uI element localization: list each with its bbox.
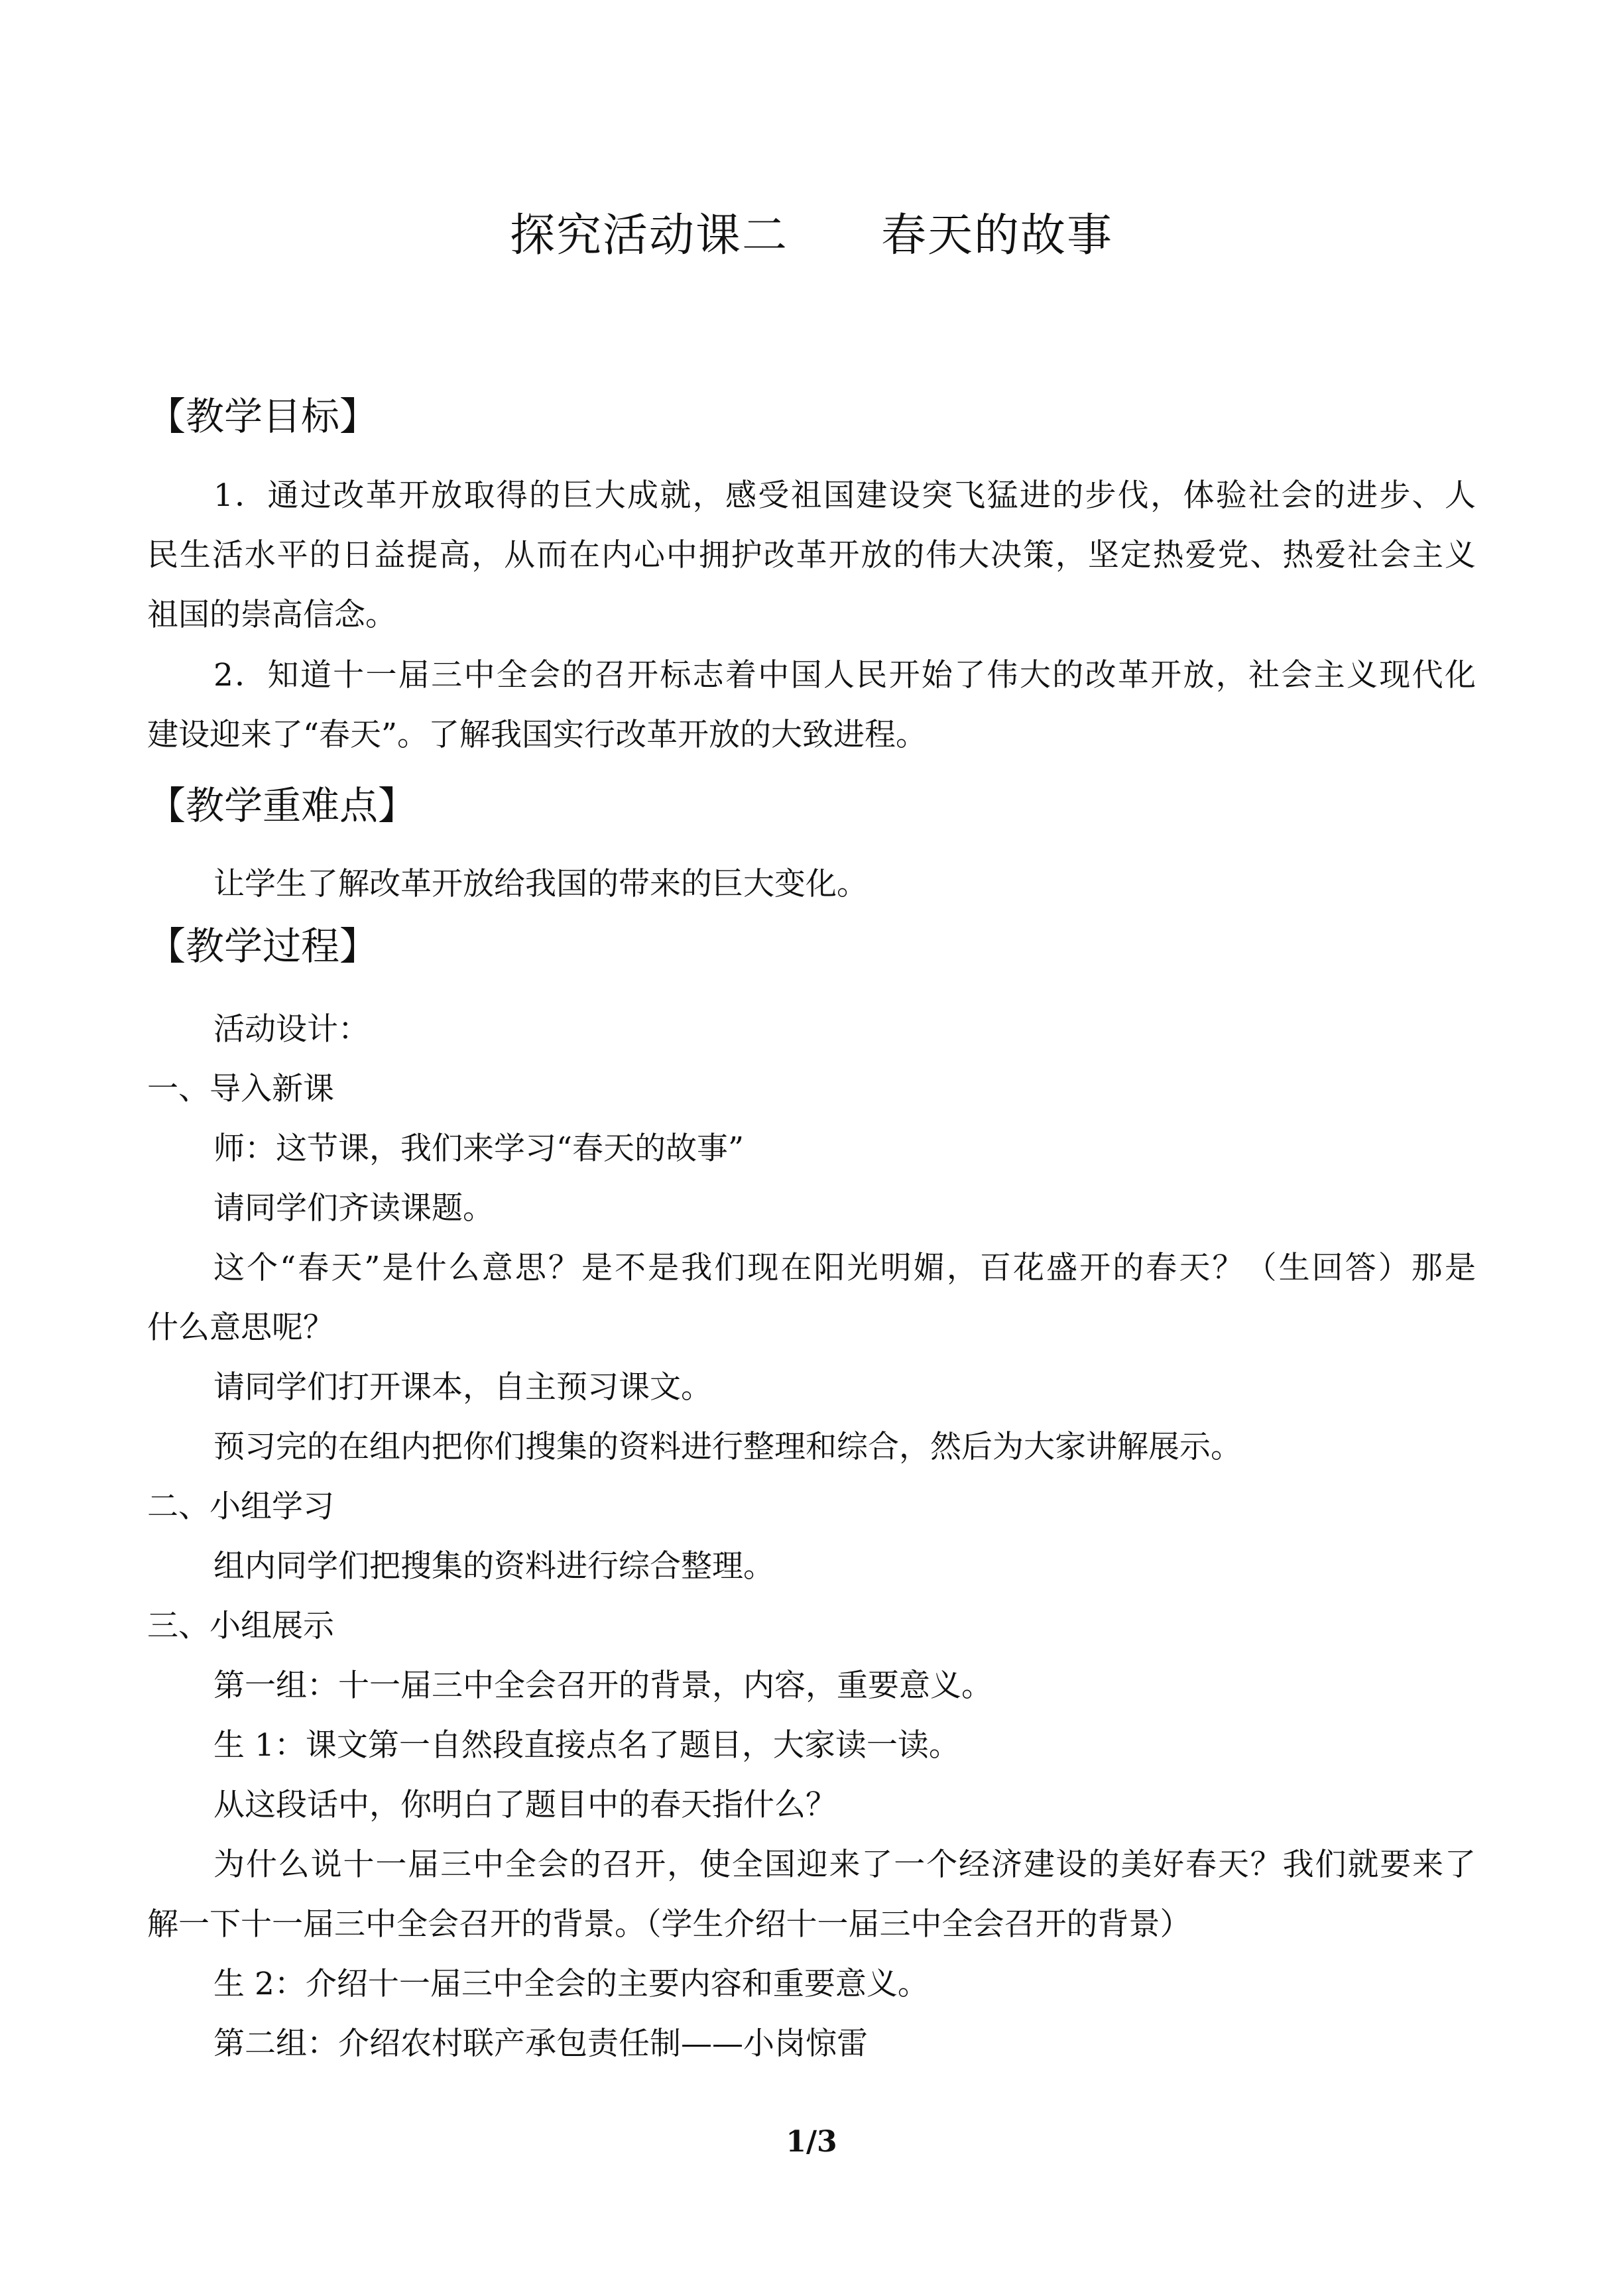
goal-2-line-1: 2．知道十一届三中全会的召开标志着中国人民开始了伟大的改革开放，社会主义现代化 [213, 657, 1476, 694]
paragraph-10-line-2: 解一下十一届三中全会召开的背景。（学生介绍十一届三中全会召开的背景） [147, 1906, 1191, 1943]
goal-1-line-1: 1．通过改革开放取得的巨大成就，感受祖国建设突飞猛进的步伐，体验社会的进步、人 [213, 477, 1476, 514]
paragraph-9: 从这段话中，你明白了题目中的春天指什么？ [213, 1787, 837, 1823]
goal-2-line-2: 建设迎来了“春天”。了解我国实行改革开放的大致进程。 [147, 717, 928, 753]
heading-teaching-process: 【教学过程】 [147, 924, 379, 969]
paragraph-3-line-2: 什么意思呢？ [147, 1309, 334, 1346]
goal-1-line-2: 民生活水平的日益提高，从而在内心中拥护改革开放的伟大决策，坚定热爱党、热爱社会主义 [147, 537, 1476, 574]
key-points-text: 让学生了解改革开放给我国的带来的巨大变化。 [213, 866, 868, 902]
paragraph-11: 生 2：介绍十一届三中全会的主要内容和重要意义。 [213, 1966, 929, 2002]
goal-1-line-3: 祖国的崇高信念。 [147, 597, 396, 633]
section-1-heading: 一、导入新课 [147, 1071, 334, 1107]
paragraph-2: 请同学们齐读课题。 [213, 1190, 494, 1227]
paragraph-12: 第二组：介绍农村联产承包责任制——小岗惊雷 [213, 2025, 868, 2062]
paragraph-8: 生 1：课文第一自然段直接点名了题目，大家读一读。 [213, 1727, 960, 1764]
paragraph-7: 第一组：十一届三中全会召开的背景，内容，重要意义。 [213, 1667, 992, 1704]
page-number: 1/3 [786, 2125, 837, 2159]
heading-key-points: 【教学重难点】 [147, 783, 417, 828]
activity-design: 活动设计： [213, 1011, 369, 1048]
paragraph-4: 请同学们打开课本，自主预习课文。 [213, 1369, 712, 1406]
paragraph-3-line-1: 这个“春天”是什么意思？是不是我们现在阳光明媚，百花盛开的春天？（生回答）那是 [213, 1250, 1476, 1286]
paragraph-6: 组内同学们把搜集的资料进行综合整理。 [213, 1548, 774, 1585]
heading-teaching-goals: 【教学目标】 [147, 394, 379, 439]
section-2-heading: 二、小组学习 [147, 1488, 334, 1525]
paragraph-5: 预习完的在组内把你们搜集的资料进行整理和综合，然后为大家讲解展示。 [213, 1429, 1242, 1465]
page-title: 探究活动课二 春天的故事 [509, 210, 1113, 262]
paragraph-10-line-1: 为什么说十一届三中全会的召开，使全国迎来了一个经济建设的美好春天？我们就要来了 [213, 1846, 1476, 1883]
paragraph-1: 师：这节课，我们来学习“春天的故事” [213, 1130, 745, 1167]
section-3-heading: 三、小组展示 [147, 1608, 334, 1644]
